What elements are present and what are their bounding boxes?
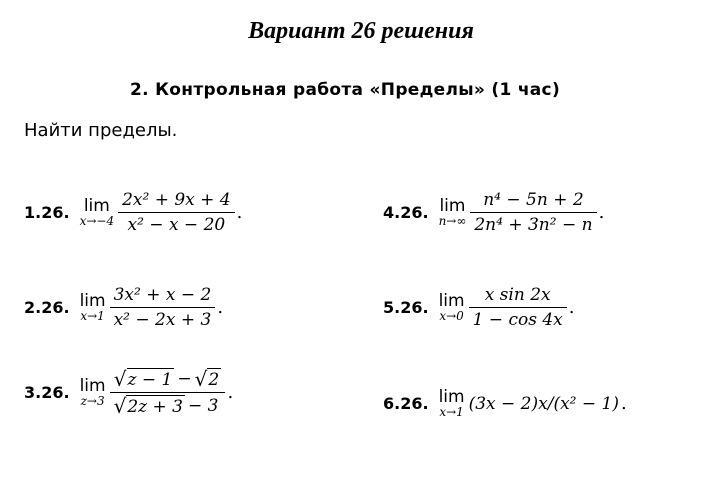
sqrt — [114, 368, 175, 390]
problem-3 — [24, 368, 233, 417]
limit-operator — [80, 377, 106, 408]
problem-number: 4.26. — [383, 203, 429, 222]
problem-number: 5.26. — [383, 298, 429, 317]
period: . — [217, 297, 224, 318]
lim-label: lim — [438, 387, 465, 407]
problem-number: 3.26. — [24, 383, 70, 402]
fraction — [110, 368, 226, 417]
fraction — [469, 285, 567, 330]
limit-operator — [439, 292, 465, 323]
denominator: 2n⁴ + 3n² − n — [474, 215, 593, 235]
limit-operator — [439, 388, 465, 419]
fraction — [470, 190, 596, 235]
problem-number: 6.26. — [383, 394, 429, 413]
limit-operator — [80, 292, 106, 323]
page-title: Вариант 26 решения — [248, 18, 474, 44]
limit-subscript: x→1 — [80, 309, 105, 323]
problem-2 — [24, 285, 223, 330]
limit-operator — [439, 197, 467, 228]
limit-operator — [80, 197, 115, 228]
numerator: x sin 2x — [484, 285, 551, 305]
problem-6 — [383, 388, 627, 419]
numerator: 3x² + x − 2 — [113, 285, 212, 305]
problem-number: 2.26. — [24, 298, 70, 317]
problem-1 — [24, 190, 242, 235]
lim-label: lim — [438, 291, 465, 311]
limit-subscript: n→∞ — [438, 214, 467, 228]
lim-label: lim — [79, 291, 106, 311]
denominator-tail: − 3 — [187, 396, 219, 416]
radical-sign-icon: √ — [194, 367, 208, 391]
limit-subscript: z→3 — [80, 394, 105, 408]
instruction-text: Найти пределы. — [24, 120, 178, 141]
numerator — [110, 368, 225, 392]
period: . — [598, 202, 605, 223]
radicand: 2z + 3 — [127, 397, 183, 417]
sqrt — [114, 395, 185, 417]
radical-sign-icon: √ — [113, 367, 127, 391]
limit-subscript: x→1 — [439, 405, 464, 419]
power-base: (3x − 2) — [468, 393, 539, 414]
period: . — [620, 393, 627, 414]
section-heading: 2. Контрольная работа «Пределы» (1 час) — [130, 80, 561, 100]
problem-5 — [383, 285, 574, 330]
denominator: x² − x − 20 — [127, 215, 226, 235]
denominator — [110, 393, 226, 417]
sqrt — [195, 368, 222, 390]
fraction — [118, 190, 235, 235]
problem-number: 1.26. — [24, 203, 70, 222]
minus-sign: − — [177, 369, 192, 389]
limit-subscript: x→0 — [439, 309, 464, 323]
problem-4 — [383, 190, 604, 235]
denominator: 1 − cos 4x — [472, 310, 563, 330]
lim-label: lim — [439, 196, 466, 216]
numerator: n⁴ − 5n + 2 — [483, 190, 584, 210]
period: . — [236, 202, 243, 223]
period: . — [227, 382, 234, 403]
lim-label: lim — [83, 196, 110, 216]
period: . — [568, 297, 575, 318]
power-exponent: x/(x² − 1) — [538, 393, 619, 414]
radicand: z − 1 — [127, 370, 173, 390]
radical-sign-icon: √ — [113, 394, 127, 418]
lim-label: lim — [79, 376, 106, 396]
numerator: 2x² + 9x + 4 — [122, 190, 231, 210]
limit-subscript: x→−4 — [79, 214, 115, 228]
denominator: x² − 2x + 3 — [113, 310, 212, 330]
fraction — [110, 285, 216, 330]
radicand: 2 — [208, 370, 220, 390]
